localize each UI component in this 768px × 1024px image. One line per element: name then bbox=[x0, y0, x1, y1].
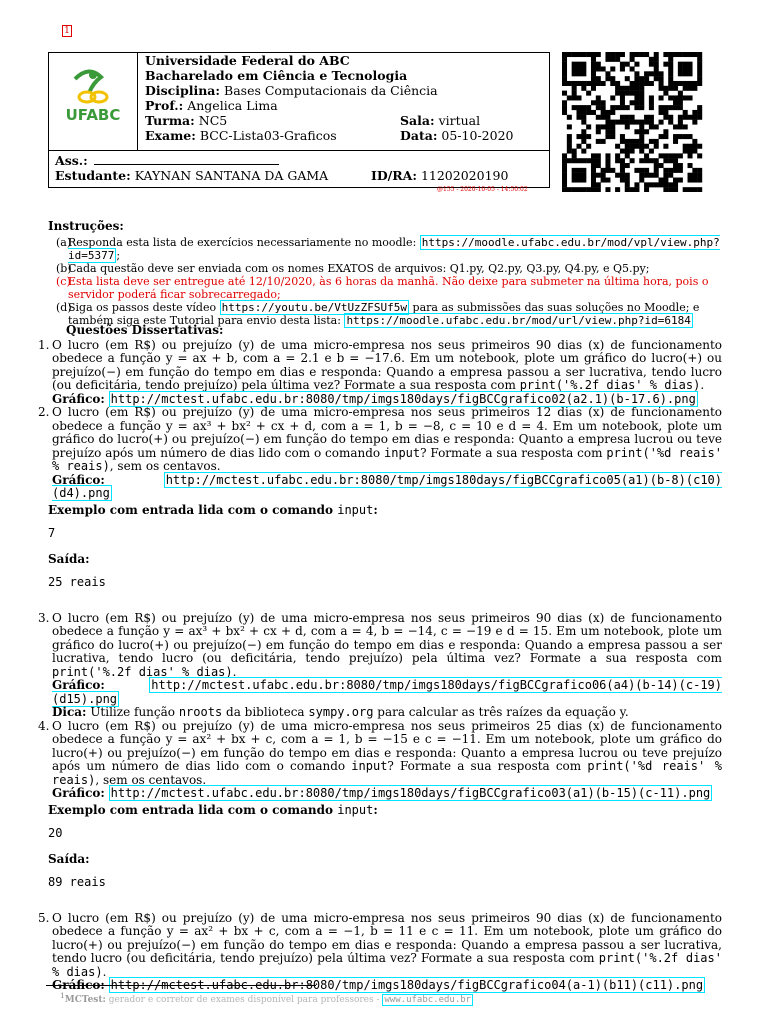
question-4-text3: , sem os centavos. bbox=[95, 772, 207, 787]
question-2-code2: print('%d reais' % reais) bbox=[52, 445, 722, 473]
question-2-text3: , sem os centavos. bbox=[109, 459, 221, 473]
instruction-a-label: (a) bbox=[56, 236, 72, 249]
question-5-text: O lucro (em R$) ou prejuízo (y) de uma micro-empresa nos seus primeiros 90 dias (x) de funcionamento obedece a função y = ax² + bx + c, com a = −1, b = 11 e c = 11. Em um notebook, plote um gráfico do lucro(+) ou prejuízo(−) em função do tempo em dias e responda: Quando a empresa passou a ser lucrativa, tendo lucro (ou deficitária, tendo prejuízo) pela última vez? Formate a sua resposta com bbox=[52, 910, 722, 965]
estudante-label: Estudante: bbox=[55, 168, 131, 183]
moodle-url-link[interactable]: https://moodle.ufabc.edu.br/mod/url/view.php?id=6184 bbox=[346, 314, 691, 327]
qr-code-icon bbox=[557, 52, 707, 192]
instruction-c-text: Esta lista deve ser entregue até 12/10/2020, às 6 horas da manhã. Não deixe para submeter na última hora, pois o servidor poderá ficar sobrecarregado; bbox=[68, 275, 709, 301]
disciplina-value: Bases Computacionais da Ciência bbox=[224, 83, 438, 98]
question-4-code2: print('%d reais' % reais) bbox=[52, 759, 722, 787]
instruction-d-text2: para as submissões das suas soluções no Moodle; e também siga este Tutorial para envio desta lista: bbox=[68, 301, 700, 327]
question-3-end: . bbox=[232, 664, 237, 679]
data-label: Data: bbox=[400, 128, 438, 143]
question-4 bbox=[36, 720, 722, 801]
header-info bbox=[145, 53, 545, 143]
question-1-grafico-label: Gráfico: bbox=[52, 391, 105, 406]
signature-line bbox=[94, 164, 279, 165]
prof-value: Angelica Lima bbox=[187, 98, 278, 113]
footnote-brand: MCTest: bbox=[64, 995, 106, 1005]
question-2-example-heading bbox=[36, 504, 722, 518]
ufabc-logo bbox=[49, 53, 138, 150]
question-2-saida-label: Saída: bbox=[48, 551, 90, 566]
question-3-code: print('%.2f dias' % dias) bbox=[52, 664, 233, 679]
instruction-b-text: Cada questão deve ser enviada com os nomes EXATOS de arquivos: Q1.py, Q2.py, Q3.py, Q4.py, e Q5.py; bbox=[68, 262, 650, 275]
question-4-example-output: 89 reais bbox=[48, 875, 106, 889]
question-2-number: 2. bbox=[38, 405, 50, 419]
question-1-code: print('%.2f dias' % dias) bbox=[519, 378, 701, 392]
sala-value: virtual bbox=[438, 113, 481, 128]
question-3-dica-text1: Utilize função bbox=[90, 705, 175, 719]
input-command: input bbox=[337, 802, 374, 817]
question-3-grafico-label: Gráfico: bbox=[52, 678, 105, 692]
timestamp: @155 - 2020-10-05 - 14:50:02 bbox=[437, 186, 528, 193]
instruction-a bbox=[48, 236, 720, 262]
question-3-dica-text2: da biblioteca bbox=[226, 705, 305, 719]
footnote-number: 1 bbox=[60, 991, 65, 1000]
question-3-graph-link[interactable]: http://mctest.ufabc.edu.br:8080/tmp/imgs180days/figBCCgrafico06(a4)(b-14)(c-19)(d15).png bbox=[52, 678, 722, 706]
example-colon: : bbox=[373, 502, 378, 517]
question-3-dica-code2: sympy.org bbox=[308, 705, 374, 719]
footnote-rule bbox=[46, 985, 316, 986]
question-5-number: 5. bbox=[38, 910, 50, 925]
question-3-dica-code1: nroots bbox=[178, 705, 223, 719]
example-label: Exemplo com entrada lida com o comando bbox=[48, 502, 334, 517]
input-command: input bbox=[337, 502, 374, 517]
university-name: Universidade Federal do ABC bbox=[145, 53, 350, 68]
footnote-mark[interactable]: 1 bbox=[62, 25, 72, 37]
question-2-text2: ? Formate a sua resposta com bbox=[420, 445, 603, 460]
example-colon: : bbox=[373, 802, 378, 817]
question-3-text: O lucro (em R$) ou prejuízo (y) de uma micro-empresa nos seus primeiros 90 dias (x) de funcionamento obedece a função y = ax³ + bx² + cx + d, com a = 4, b = −14, c = −19 e d = 15. Em um notebook, plote um gráfico do lucro(+) ou prejuízo(−) em função do tempo em dias e responda: Quando a empresa passou a ser lucrativa, tendo lucro (ou deficitária, tendo prejuízo) pela última vez? Formate a sua resposta com bbox=[52, 610, 722, 665]
question-3-number: 3. bbox=[38, 610, 50, 625]
exam-header bbox=[48, 52, 550, 188]
instruction-d-text1: Siga os passos deste vídeo bbox=[68, 301, 217, 314]
turma-value: NC5 bbox=[198, 113, 228, 128]
question-4-code1: input bbox=[351, 759, 388, 773]
logo-text: UFABC bbox=[65, 106, 121, 124]
question-5 bbox=[36, 912, 722, 993]
instruction-c bbox=[48, 275, 720, 301]
question-3-dica-text3: para calcular as três raízes da equação y. bbox=[377, 705, 629, 719]
question-4-example-input: 20 bbox=[48, 826, 63, 840]
question-1-text: O lucro (em R$) ou prejuízo (y) de uma micro-empresa nos seus primeiros 90 dias (x) de funcionamento obedece a função y = ax + b, com a = 2.1 e b = −17.6. Em um notebook, plote um gráfico do lucro(+) ou prejuízo(−) em função do tempo em dias e responda: Quando a empresa passou a ser lucrativa, tendo lucro (ou deficitária, tendo prejuízo) pela última vez? Formate a sua resposta com bbox=[52, 337, 722, 392]
question-1-end: . bbox=[700, 378, 705, 392]
exame-value: BCC-Lista03-Graficos bbox=[199, 128, 337, 143]
question-4-text1: O lucro (em R$) ou prejuízo (y) de uma micro-empresa nos seus primeiros 25 dias (x) de funcionamento obedece a função y = ax² + bx + c, com a = 1, b = −15 e c = −11. Em um notebook, plote um gráfico do lucro(+) ou prejuízo(−) em função do tempo em dias e responda: Quanto a empresa lucrou ou teve prejuízo após um número de dias lido com o comando bbox=[52, 718, 722, 773]
question-5-code: print('%.2f dias' % dias) bbox=[52, 951, 722, 979]
question-2-graph-link[interactable]: http://mctest.ufabc.edu.br:8080/tmp/imgs180days/figBCCgrafico05(a1)(b-8)(c10)(d4).png bbox=[52, 472, 722, 500]
estudante-value: KAYNAN SANTANA DA GAMA bbox=[134, 168, 329, 183]
question-1-number: 1. bbox=[38, 337, 50, 352]
question-1 bbox=[36, 339, 722, 407]
footnote-link[interactable]: www.ufabc.edu.br bbox=[384, 995, 472, 1005]
instruction-a-end: ; bbox=[116, 249, 121, 262]
student-info bbox=[55, 153, 545, 183]
instruction-a-text: Responda esta lista de exercícios necessariamente no moodle: bbox=[68, 236, 417, 249]
question-2-grafico-label: Gráfico: bbox=[52, 472, 105, 487]
questions-title: Questões Dissertativas: bbox=[66, 323, 224, 337]
moodle-vpl-link[interactable]: https://moodle.ufabc.edu.br/mod/vpl/view.php?id=5377 bbox=[68, 236, 720, 262]
question-2-example-input: 7 bbox=[48, 526, 56, 540]
question-4-number: 4. bbox=[38, 718, 50, 733]
turma-label: Turma: bbox=[145, 113, 195, 128]
instruction-b bbox=[48, 262, 720, 275]
footnote-text: gerador e corretor de exames disponível para professores - bbox=[108, 995, 380, 1005]
instructions-title: Instruções: bbox=[48, 219, 124, 233]
ass-label: Ass.: bbox=[55, 153, 88, 168]
question-4-graph-link[interactable]: http://mctest.ufabc.edu.br:8080/tmp/imgs180days/figBCCgrafico03(a1)(b-15)(c-11).png bbox=[110, 786, 711, 800]
question-5-grafico-label: Gráfico: bbox=[52, 978, 105, 992]
instruction-c-label: (c) bbox=[56, 275, 71, 288]
youtube-link[interactable]: https://youtu.be/VtUzZFSUf5w bbox=[221, 301, 408, 314]
course-name: Bacharelado em Ciência e Tecnologia bbox=[145, 68, 408, 83]
question-3-dica-label: Dica: bbox=[52, 705, 87, 719]
question-4-saida-label: Saída: bbox=[48, 851, 90, 866]
question-2-text1: O lucro (em R$) ou prejuízo (y) de uma micro-empresa nos seus primeiros 12 dias (x) de funcionamento obedece a função y = ax³ + bx² + cx + d, com a = 1, b = −8, c = 10 e d = 4. Em um notebook, plote um gráfico do lucro(+) ou prejuízo(−) em função do tempo em dias e responda: Quanto a empresa lucrou ou teve prejuízo após um número de dias lido com o comando bbox=[52, 405, 722, 460]
instruction-d-label: (d) bbox=[56, 301, 72, 314]
question-5-end: . bbox=[102, 964, 107, 979]
sala-label: Sala: bbox=[400, 113, 435, 128]
ufabc-logo-icon bbox=[49, 53, 137, 150]
prof-label: Prof.: bbox=[145, 98, 184, 113]
question-4-grafico-label: Gráfico: bbox=[52, 786, 105, 800]
instruction-b-label: (b) bbox=[56, 262, 72, 275]
question-1-graph-link[interactable]: http://mctest.ufabc.edu.br:8080/tmp/imgs180days/figBCCgrafico02(a2.1)(b-17.6).png bbox=[110, 391, 696, 406]
question-4-text2: ? Formate a sua resposta com bbox=[387, 759, 582, 773]
idra-value: 11202020190 bbox=[420, 168, 509, 183]
questions bbox=[36, 324, 722, 993]
question-2-code1: input bbox=[384, 445, 421, 460]
question-3 bbox=[36, 612, 722, 720]
example-label: Exemplo com entrada lida com o comando bbox=[48, 802, 334, 817]
exame-label: Exame: bbox=[145, 128, 196, 143]
disciplina-label: Disciplina: bbox=[145, 83, 221, 98]
question-2-example-output: 25 reais bbox=[48, 575, 106, 589]
question-2 bbox=[36, 406, 722, 501]
question-5-graph-link[interactable]: http://mctest.ufabc.edu.br:8080/tmp/imgs180days/figBCCgrafico04(a-1)(b11)(c11).png bbox=[110, 978, 704, 992]
footnote bbox=[60, 991, 473, 1005]
question-4-example-heading bbox=[36, 804, 722, 818]
idra-label: ID/RA: bbox=[371, 168, 417, 183]
data-value: 05-10-2020 bbox=[441, 128, 514, 143]
instructions bbox=[48, 220, 720, 327]
